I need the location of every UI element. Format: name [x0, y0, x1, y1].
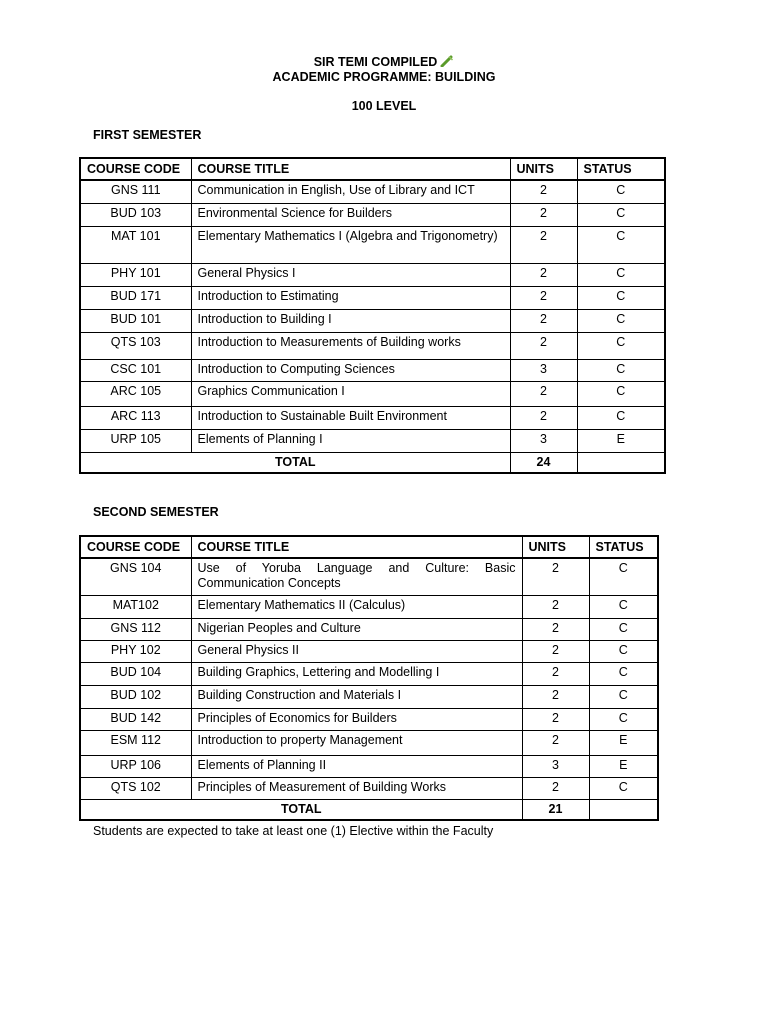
units-cell: 2	[510, 286, 577, 309]
elective-note: Students are expected to take at least one (1) Elective within the Faculty	[93, 824, 494, 838]
units-cell: 2	[522, 558, 589, 595]
course-row	[80, 429, 665, 452]
course-code-cell: URP 105	[80, 429, 191, 452]
total-label: TOTAL	[80, 452, 510, 473]
course-row	[80, 708, 658, 730]
column-header-code: COURSE CODE	[80, 536, 191, 558]
status-cell: C	[577, 332, 665, 359]
status-cell: E	[589, 730, 658, 755]
status-cell: E	[589, 755, 658, 777]
course-code-cell: BUD 101	[80, 309, 191, 332]
course-title-cell: Introduction to Computing Sciences	[191, 359, 510, 381]
status-cell: C	[589, 640, 658, 662]
level-title: 100 LEVEL	[351, 99, 417, 113]
column-header-units: UNITS	[510, 158, 577, 180]
course-row	[80, 755, 658, 777]
total-row	[80, 799, 658, 820]
document-header-compiled	[0, 55, 768, 70]
course-title-cell: Introduction to Building I	[191, 309, 510, 332]
course-code-cell: MAT 101	[80, 226, 191, 263]
course-code-cell: BUD 171	[80, 286, 191, 309]
status-cell: C	[589, 685, 658, 708]
programme-title: ACADEMIC PROGRAMME: BUILDING	[272, 70, 496, 84]
course-title-cell: General Physics II	[191, 640, 522, 662]
course-code-cell: PHY 101	[80, 263, 191, 286]
course-row	[80, 332, 665, 359]
units-cell: 2	[510, 332, 577, 359]
course-title-cell: General Physics I	[191, 263, 510, 286]
units-cell: 2	[522, 730, 589, 755]
units-cell: 2	[510, 263, 577, 286]
units-cell: 2	[510, 406, 577, 429]
status-cell: C	[589, 662, 658, 685]
course-title-cell: Elements of Planning I	[191, 429, 510, 452]
course-row	[80, 777, 658, 799]
course-row	[80, 662, 658, 685]
course-code-cell: BUD 102	[80, 685, 191, 708]
course-row	[80, 558, 658, 595]
status-cell: C	[589, 708, 658, 730]
test-tube-icon	[440, 55, 454, 70]
course-code-cell: BUD 142	[80, 708, 191, 730]
course-title-cell: Introduction to Sustainable Built Environment	[191, 406, 510, 429]
course-title-cell: Graphics Communication I	[191, 381, 510, 406]
course-code-cell: BUD 103	[80, 203, 191, 226]
compiled-by-text: SIR TEMI COMPILED	[313, 55, 438, 69]
status-cell: C	[577, 180, 665, 203]
course-row	[80, 595, 658, 618]
course-row	[80, 618, 658, 640]
status-cell: C	[577, 263, 665, 286]
course-code-cell: GNS 112	[80, 618, 191, 640]
units-cell: 2	[522, 708, 589, 730]
total-units: 24	[510, 452, 577, 473]
course-title-cell: Elementary Mathematics II (Calculus)	[191, 595, 522, 618]
units-cell: 2	[522, 640, 589, 662]
course-title-cell: Nigerian Peoples and Culture	[191, 618, 522, 640]
units-cell: 2	[522, 685, 589, 708]
units-cell: 2	[510, 226, 577, 263]
course-code-cell: MAT102	[80, 595, 191, 618]
course-row	[80, 359, 665, 381]
course-code-cell: ARC 105	[80, 381, 191, 406]
second-semester-heading: SECOND SEMESTER	[93, 505, 219, 519]
status-cell: C	[589, 777, 658, 799]
course-code-cell: URP 106	[80, 755, 191, 777]
course-title-cell: Elementary Mathematics I (Algebra and Trigonometry)	[191, 226, 510, 263]
status-cell: C	[577, 309, 665, 332]
course-row	[80, 263, 665, 286]
course-row	[80, 180, 665, 203]
column-header-code: COURSE CODE	[80, 158, 191, 180]
table-header-row	[80, 536, 658, 558]
first-semester-table	[79, 157, 666, 474]
status-cell: C	[577, 203, 665, 226]
course-code-cell: GNS 104	[80, 558, 191, 595]
course-code-cell: QTS 103	[80, 332, 191, 359]
course-title-cell: Introduction to Measurements of Building works	[191, 332, 510, 359]
course-code-cell: QTS 102	[80, 777, 191, 799]
total-status	[589, 799, 658, 820]
course-code-cell: CSC 101	[80, 359, 191, 381]
course-code-cell: ARC 113	[80, 406, 191, 429]
course-code-cell: BUD 104	[80, 662, 191, 685]
units-cell: 3	[510, 359, 577, 381]
status-cell: C	[577, 286, 665, 309]
course-title-cell: Principles of Economics for Builders	[191, 708, 522, 730]
course-row	[80, 685, 658, 708]
units-cell: 3	[510, 429, 577, 452]
course-title-cell: Use of Yoruba Language and Culture: Basic Communication Concepts	[191, 558, 522, 595]
status-cell: C	[589, 558, 658, 595]
course-title-cell: Introduction to property Management	[191, 730, 522, 755]
first-semester-heading: FIRST SEMESTER	[93, 128, 202, 142]
course-row	[80, 203, 665, 226]
total-units: 21	[522, 799, 589, 820]
units-cell: 2	[522, 777, 589, 799]
total-status	[577, 452, 665, 473]
course-row	[80, 381, 665, 406]
course-row	[80, 730, 658, 755]
status-cell: C	[577, 359, 665, 381]
course-title-cell: Environmental Science for Builders	[191, 203, 510, 226]
status-cell: C	[577, 381, 665, 406]
units-cell: 2	[522, 595, 589, 618]
total-row	[80, 452, 665, 473]
units-cell: 2	[510, 203, 577, 226]
table-header-row	[80, 158, 665, 180]
course-title-cell: Elements of Planning II	[191, 755, 522, 777]
units-cell: 2	[510, 180, 577, 203]
status-cell: C	[589, 595, 658, 618]
units-cell: 2	[522, 662, 589, 685]
second-semester-table	[79, 535, 659, 821]
column-header-status: STATUS	[589, 536, 658, 558]
course-title-cell: Principles of Measurement of Building Works	[191, 777, 522, 799]
course-title-cell: Communication in English, Use of Library and ICT	[191, 180, 510, 203]
status-cell: C	[577, 226, 665, 263]
course-row	[80, 640, 658, 662]
course-title-cell: Building Graphics, Lettering and Modelling I	[191, 662, 522, 685]
units-cell: 2	[510, 381, 577, 406]
status-cell: C	[589, 618, 658, 640]
column-header-title: COURSE TITLE	[191, 536, 522, 558]
column-header-title: COURSE TITLE	[191, 158, 510, 180]
units-cell: 2	[510, 309, 577, 332]
course-row	[80, 226, 665, 263]
course-row	[80, 406, 665, 429]
course-row	[80, 309, 665, 332]
status-cell: E	[577, 429, 665, 452]
status-cell: C	[577, 406, 665, 429]
course-title-cell: Introduction to Estimating	[191, 286, 510, 309]
course-code-cell: PHY 102	[80, 640, 191, 662]
units-cell: 2	[522, 618, 589, 640]
course-code-cell: ESM 112	[80, 730, 191, 755]
column-header-status: STATUS	[577, 158, 665, 180]
course-row	[80, 286, 665, 309]
units-cell: 3	[522, 755, 589, 777]
course-title-cell: Building Construction and Materials I	[191, 685, 522, 708]
total-label: TOTAL	[80, 799, 522, 820]
course-code-cell: GNS 111	[80, 180, 191, 203]
column-header-units: UNITS	[522, 536, 589, 558]
